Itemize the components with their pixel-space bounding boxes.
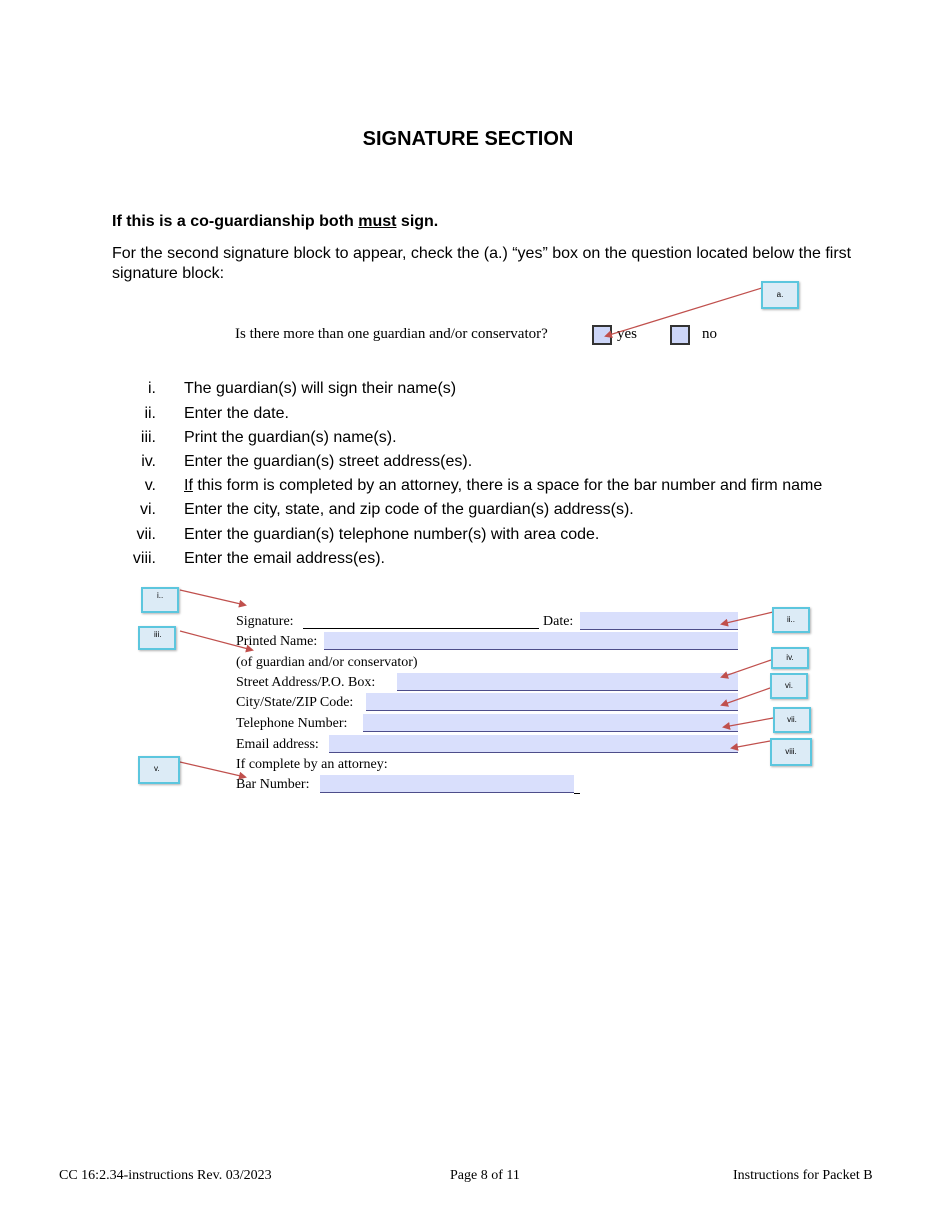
bar-number-label: Bar Number:	[236, 777, 310, 792]
page-title: SIGNATURE SECTION	[362, 128, 574, 150]
callout-v: v.	[138, 756, 180, 784]
arrow-v	[180, 762, 245, 777]
list-item-text: Enter the email address(es).	[184, 550, 385, 567]
list-item-number: vii.	[136, 526, 156, 543]
yes-label: yes	[617, 326, 637, 342]
date-label: Date:	[543, 614, 574, 629]
callout-viii: viii.	[770, 738, 812, 766]
list-item-number: ii.	[144, 405, 156, 422]
callout-i: i..	[141, 587, 179, 613]
arrow-iii	[180, 631, 252, 650]
list-item-number: vi.	[140, 501, 156, 518]
list-item-text: Enter the city, state, and zip code of the guardian(s) address(s).	[184, 501, 634, 518]
callout-iv: iv.	[771, 647, 809, 669]
telephone-label: Telephone Number:	[236, 716, 348, 731]
callout-vi: vi.	[770, 673, 808, 699]
printed-name-label: Printed Name:	[236, 634, 318, 649]
list-item-text: Enter the date.	[184, 405, 289, 422]
footer-page-number: Page 8 of 11	[450, 1168, 520, 1183]
attorney-note: If complete by an attorney:	[236, 757, 388, 772]
arrow-viii	[732, 741, 770, 748]
list-item-number: iv.	[141, 453, 156, 470]
arrow-ii	[722, 612, 773, 624]
list-item-number: iii.	[140, 429, 156, 446]
callout-ii: ii..	[772, 607, 810, 633]
arrow-i	[180, 590, 245, 605]
signature-label: Signature:	[236, 614, 294, 629]
list-item-text: Enter the guardian(s) telephone number(s) with area code.	[184, 526, 600, 543]
list-item-number: viii.	[132, 550, 156, 567]
of-guardian-note: (of guardian and/or conservator)	[236, 655, 418, 670]
note-must: must	[358, 213, 397, 230]
instruction-paragraph: For the second signature block to appear, check the (a.) “yes” box on the question located below the first signature block:	[112, 245, 852, 282]
list-item-text-rest: this form is completed by an attorney, there is a space for the bar number and firm name	[192, 477, 823, 494]
list-item-text: Enter the guardian(s) street address(es).	[184, 453, 473, 470]
list-item-text: The guardian(s) will sign their name(s)	[184, 380, 457, 397]
callout-vii: vii.	[773, 707, 811, 733]
list-item-number: i.	[148, 380, 156, 397]
callout-iii: iii.	[138, 626, 176, 650]
footer-form-id: CC 16:2.34-instructions Rev. 03/2023	[59, 1168, 272, 1183]
note-suffix: sign.	[396, 213, 439, 230]
street-address-label: Street Address/P.O. Box:	[236, 675, 376, 690]
no-label: no	[702, 326, 717, 342]
callout-a: a.	[761, 281, 799, 309]
list-item-text-if: If	[184, 477, 193, 494]
note-prefix: If this is a co-guardianship both	[112, 213, 359, 230]
guardian-question: Is there more than one guardian and/or conservator?	[235, 326, 548, 342]
arrow-vii	[724, 718, 773, 727]
arrow-vi	[722, 688, 770, 705]
arrow-iv	[722, 660, 771, 677]
list-item-text: Print the guardian(s) name(s).	[184, 429, 397, 446]
arrow-a	[606, 287, 765, 336]
footer-packet: Instructions for Packet B	[733, 1168, 873, 1183]
city-state-zip-label: City/State/ZIP Code:	[236, 695, 354, 710]
email-label: Email address:	[236, 737, 319, 752]
list-item-number: v.	[144, 477, 156, 494]
